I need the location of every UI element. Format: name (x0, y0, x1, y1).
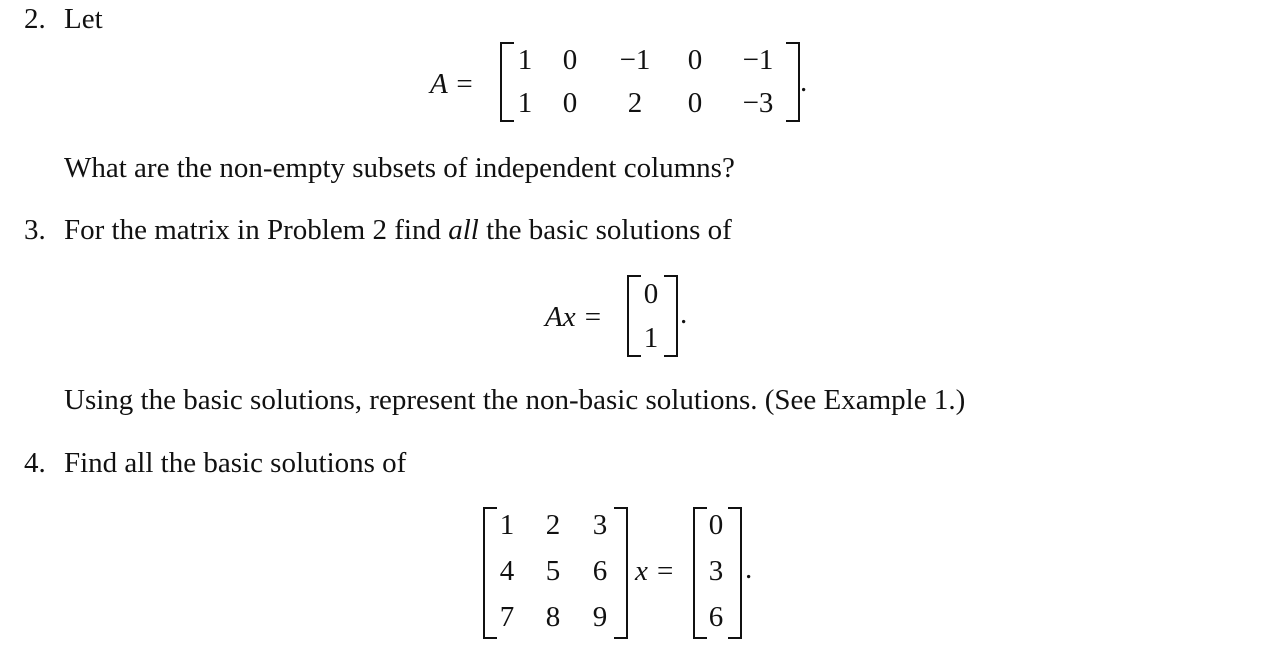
matrix-cell: 3 (592, 509, 608, 541)
problem-3-text-before: For the matrix in Problem 2 find (64, 214, 449, 246)
problem-3-followup: Using the basic solutions, represent the non-basic solutions. (See Example 1.) (64, 384, 966, 416)
matrix-a-cell: 2 (627, 87, 643, 119)
right-bracket (614, 507, 628, 639)
vector-cell: 6 (708, 601, 724, 633)
matrix-cell: 4 (499, 555, 515, 587)
x-equals: x = (635, 555, 675, 587)
matrix-cell: 9 (592, 601, 608, 633)
matrix-cell: 2 (545, 509, 561, 541)
matrix-a-cell: −3 (742, 87, 774, 119)
matrix-cell: 5 (545, 555, 561, 587)
matrix-a-cell: 0 (687, 87, 703, 119)
problem-2-intro: Let (64, 3, 103, 35)
problem-3-emphasis: all (448, 214, 479, 246)
vector-cell: 0 (708, 509, 724, 541)
problem-4-number: 4. (24, 447, 46, 479)
vector-b-cell: 1 (643, 322, 659, 354)
problem-3-text (64, 216, 732, 245)
right-bracket (786, 42, 800, 122)
matrix-a-cell: −1 (742, 44, 774, 76)
matrix-cell: 7 (499, 601, 515, 633)
right-bracket (664, 275, 678, 357)
vector-cell: 3 (708, 555, 724, 587)
matrix-a-cell: 0 (687, 44, 703, 76)
matrix-cell: 8 (545, 601, 561, 633)
matrix-a-cell: 1 (517, 87, 533, 119)
equation-period: . (745, 553, 753, 585)
problem-3-text-after: the basic solutions of (478, 214, 732, 246)
matrix-a-cell: 0 (562, 87, 578, 119)
equation-period: . (800, 66, 808, 98)
matrix-cell: 1 (499, 509, 515, 541)
vector-b-cell: 0 (643, 278, 659, 310)
problem-2-number: 2. (24, 3, 46, 35)
problem-3-number: 3. (24, 214, 46, 246)
ax-label: Ax = (545, 301, 603, 333)
matrix-cell: 6 (592, 555, 608, 587)
problem-4-text: Find all the basic solutions of (64, 447, 407, 479)
equation-period: . (680, 298, 688, 330)
matrix-a-label: A = (430, 68, 475, 100)
matrix-a-cell: −1 (619, 44, 651, 76)
matrix-a-cell: 1 (517, 44, 533, 76)
matrix-a-cell: 0 (562, 44, 578, 76)
problem-2-question: What are the non-empty subsets of independent columns? (64, 152, 735, 184)
